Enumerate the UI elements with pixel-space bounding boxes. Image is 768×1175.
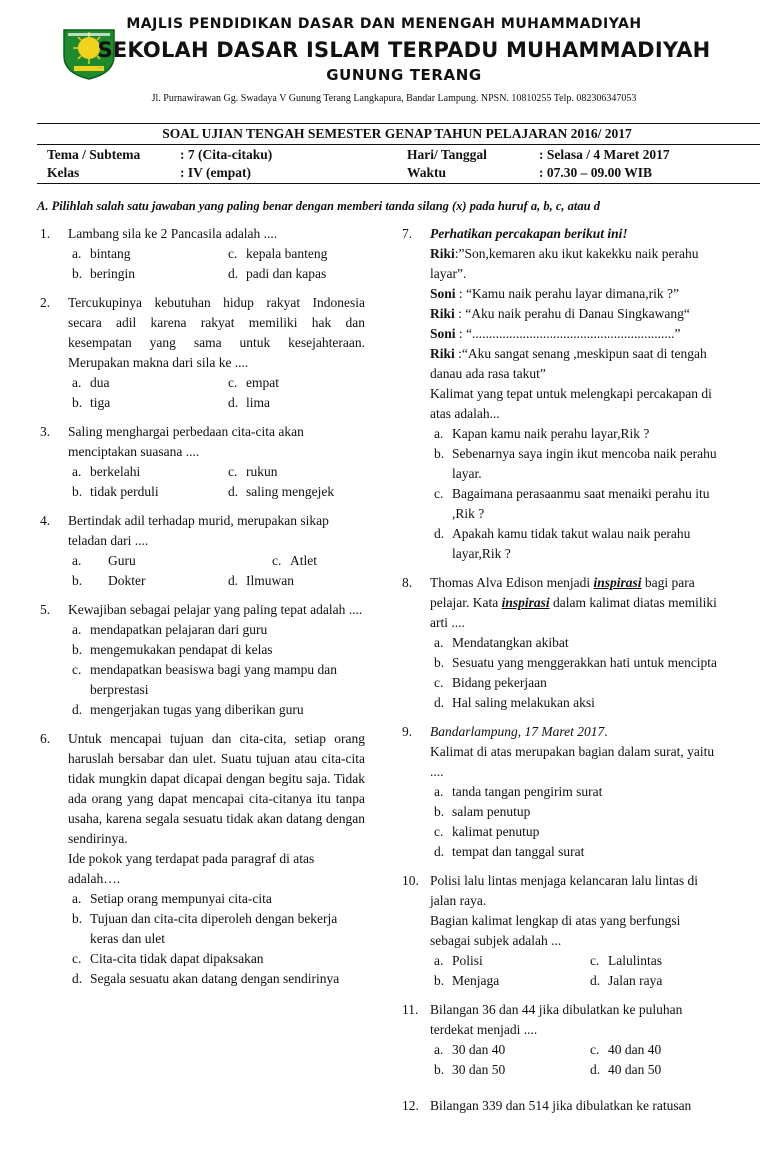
option-d[interactable]: d. tempat dan tanggal surat — [434, 844, 585, 859]
option-d[interactable]: d. Ilmuwan — [228, 573, 294, 588]
question-number: 6. — [40, 731, 51, 746]
option-c[interactable]: c. Bagaimana perasaanmu saat menaiki perahu itu ,Rik ? — [434, 486, 710, 521]
question-number: 10. — [402, 873, 419, 888]
tema-label: Tema / Subtema — [47, 147, 141, 162]
tema-value: : 7 (Cita-citaku) — [180, 147, 273, 162]
kelas-label: Kelas — [47, 165, 80, 180]
exam-title: SOAL UJIAN TENGAH SEMESTER GENAP TAHUN PELAJARAN 2016/ 2017 — [162, 126, 632, 141]
option-a[interactable]: a. bintang — [72, 246, 131, 261]
option-a[interactable]: a. 30 dan 40 — [434, 1042, 506, 1057]
option-c[interactable]: c. Bidang pekerjaan — [434, 675, 547, 690]
question-5 — [40, 600, 365, 720]
option-b[interactable]: b. Dokter — [72, 573, 146, 588]
question-stem: Bilangan 36 dan 44 jika dibulatkan ke puluhan terdekat menjadi .... — [430, 1002, 683, 1037]
option-c[interactable]: c. mendapatkan beasiswa bagi yang mampu dan berprestasi — [72, 662, 338, 697]
header-location: GUNUNG TERANG — [326, 66, 482, 84]
question-10 — [402, 871, 724, 991]
question-11 — [402, 1000, 724, 1080]
header-address: Jl. Purnawirawan Gg. Swadaya V Gunung Terang Langkapura, Bandar Lampung. NPSN. 10810255 Telp. 082306347053 — [151, 93, 637, 104]
question-quote: Bandarlampung, 17 Maret 2017. — [430, 724, 608, 739]
question-stem: Kalimat di atas merupakan bagian dalam surat, yaitu .... — [430, 744, 715, 779]
question-6 — [40, 729, 365, 989]
option-a[interactable]: a. dua — [72, 375, 110, 390]
dialogue-line: Riki:”Son,kemaren aku ikut kakekku naik perahu layar”. — [430, 246, 699, 281]
question-1 — [40, 224, 365, 284]
option-b[interactable]: b. Menjaga — [434, 973, 500, 988]
question-stem: Saling menghargai perbedaan cita-cita akan menciptakan suasana .... — [68, 424, 304, 459]
question-number: 2. — [40, 295, 51, 310]
option-a[interactable]: a. Setiap orang mempunyai cita-cita — [72, 891, 272, 906]
option-b[interactable]: b. salam penutup — [434, 804, 531, 819]
option-d[interactable]: d. mengerjakan tugas yang diberikan guru — [72, 702, 304, 717]
question-stem: Kewajiban sebagai pelajar yang paling tepat adalah .... — [68, 602, 363, 617]
question-4 — [40, 511, 365, 591]
question-2 — [40, 293, 365, 413]
question-number: 5. — [40, 602, 51, 617]
question-stem: Lambang sila ke 2 Pancasila adalah .... — [68, 226, 278, 241]
option-a[interactable]: a. berkelahi — [72, 464, 141, 479]
question-7 — [402, 224, 724, 564]
question-12 — [402, 1096, 724, 1116]
option-b[interactable]: b. beringin — [72, 266, 135, 281]
option-b[interactable]: b. Sesuatu yang menggerakkan hati untuk mencipta — [434, 655, 718, 670]
option-c[interactable]: c. kalimat penutup — [434, 824, 540, 839]
option-a[interactable]: a. Kapan kamu naik perahu layar,Rik ? — [434, 426, 650, 441]
option-b[interactable]: b. 30 dan 50 — [434, 1062, 506, 1077]
question-stem: Thomas Alva Edison menjadi inspirasi bagi para pelajar. Kata inspirasi dalam kalimat diatas memiliki arti .... — [430, 575, 717, 630]
question-stem: Kalimat yang tepat untuk melengkapi percakapan di atas adalah... — [430, 386, 712, 421]
option-c[interactable]: c. 40 dan 40 — [590, 1042, 662, 1057]
header-org-line: MAJLIS PENDIDIKAN DASAR DAN MENENGAH MUHAMMADIYAH — [126, 16, 642, 32]
question-number: 8. — [402, 575, 413, 590]
option-d[interactable]: d. Segala sesuatu akan datang dengan sendirinya — [72, 971, 340, 986]
question-stem: Bertindak adil terhadap murid, merupakan sikap teladan dari .... — [68, 513, 329, 548]
waktu-label: Waktu — [407, 165, 447, 180]
option-a[interactable]: a. mendapatkan pelajaran dari guru — [72, 622, 268, 637]
option-d[interactable]: d. Jalan raya — [590, 973, 663, 988]
question-number: 1. — [40, 226, 51, 241]
dialogue-line: Riki :“Aku sangat senang ,meskipun saat di tengah danau ada rasa takut” — [430, 346, 707, 381]
question-3 — [40, 422, 365, 502]
option-a[interactable]: a. Polisi — [434, 953, 483, 968]
question-number: 7. — [402, 226, 413, 241]
dialogue-line: Soni : “............................................................” — [430, 326, 681, 341]
question-8 — [402, 573, 724, 713]
option-d[interactable]: d. 40 dan 50 — [590, 1062, 662, 1077]
question-stem: Ide pokok yang terdapat pada paragraf di atas adalah…. — [68, 851, 315, 886]
option-a[interactable]: a. tanda tangan pengirim surat — [434, 784, 603, 799]
header-school-name: SEKOLAH DASAR ISLAM TERPADU MUHAMMADIYAH — [97, 38, 711, 62]
info-rule — [37, 183, 760, 184]
option-c[interactable]: c. rukun — [228, 464, 278, 479]
question-stem: Tercukupinya kebutuhan hidup rakyat Indonesia secara adil karena rakyat memiliki hak dan kesempatan yang sama untuk kesejahteraan. Merupakan makna dari sila ke .... — [68, 295, 365, 370]
question-number: 3. — [40, 424, 51, 439]
top-rule — [37, 123, 760, 124]
option-c[interactable]: c. empat — [228, 375, 279, 390]
option-a[interactable]: a. Guru — [72, 553, 136, 568]
keyword: inspirasi — [501, 595, 550, 610]
option-d[interactable]: d. Apakah kamu tidak takut walau naik perahu layar,Rik ? — [434, 526, 691, 561]
keyword: inspirasi — [593, 575, 642, 590]
waktu-value: : 07.30 – 09.00 WIB — [539, 165, 653, 180]
dialogue-line: Soni : “Kamu naik perahu layar dimana,rik ?” — [430, 286, 679, 301]
option-b[interactable]: b. mengemukakan pendapat di kelas — [72, 642, 273, 657]
option-b[interactable]: b. Sebenarnya saya ingin ikut mencoba naik perahu layar. — [434, 446, 717, 481]
option-a[interactable]: a. Mendatangkan akibat — [434, 635, 569, 650]
title-rule — [37, 144, 760, 145]
question-number: 11. — [402, 1002, 419, 1017]
school-letterhead — [0, 0, 768, 120]
question-number: 9. — [402, 724, 413, 739]
option-b[interactable]: b. tiga — [72, 395, 111, 410]
option-b[interactable]: b. Tujuan dan cita-cita diperoleh dengan bekerja keras dan ulet — [72, 911, 338, 946]
questions-left-column — [40, 224, 365, 998]
option-c[interactable]: c. Atlet — [272, 553, 317, 568]
question-number: 12. — [402, 1098, 419, 1113]
option-c[interactable]: c. Lalulintas — [590, 953, 662, 968]
questions-right-column — [402, 224, 724, 1125]
option-b[interactable]: b. tidak perduli — [72, 484, 159, 499]
question-sentence: Polisi lalu lintas menjaga kelancaran lalu lintas di jalan raya. — [430, 873, 699, 908]
hari-label: Hari/ Tanggal — [407, 147, 487, 162]
option-d[interactable]: d. lima — [228, 395, 270, 410]
question-stem: Perhatikan percakapan berikut ini! — [430, 226, 628, 241]
question-paragraph: Untuk mencapai tujuan dan cita-cita, setiap orang haruslah bersabar dan ulet. Suatu tujuan atau cita-cita tidak mungkin dapat dicapai dengan begitu saja. Tidak ada orang yang dapat mencapai cita-citanya itu tanpa usaha, karena segala sesuatu tidak akan datang dengan sendirinya. — [68, 731, 365, 846]
option-d[interactable]: d. padi dan kapas — [228, 266, 327, 281]
option-c[interactable]: c. kepala banteng — [228, 246, 328, 261]
question-9 — [402, 722, 724, 862]
option-d[interactable]: d. Hal saling melakukan aksi — [434, 695, 595, 710]
question-number: 4. — [40, 513, 51, 528]
question-stem: Bagian kalimat lengkap di atas yang berfungsi sebagai subjek adalah ... — [430, 913, 681, 948]
question-stem: Bilangan 339 dan 514 jika dibulatkan ke ratusan — [430, 1098, 692, 1113]
hari-value: : Selasa / 4 Maret 2017 — [539, 147, 670, 162]
instruction: A. Pilihlah salah satu jawaban yang paling benar dengan memberi tanda silang (x) pada huruf a, b, c, atau d — [37, 199, 600, 213]
kelas-value: : IV (empat) — [180, 165, 251, 180]
option-d[interactable]: d. saling mengejek — [228, 484, 335, 499]
option-c[interactable]: c. Cita-cita tidak dapat dipaksakan — [72, 951, 264, 966]
dialogue-line: Riki : “Aku naik perahu di Danau Singkawang“ — [430, 306, 690, 321]
